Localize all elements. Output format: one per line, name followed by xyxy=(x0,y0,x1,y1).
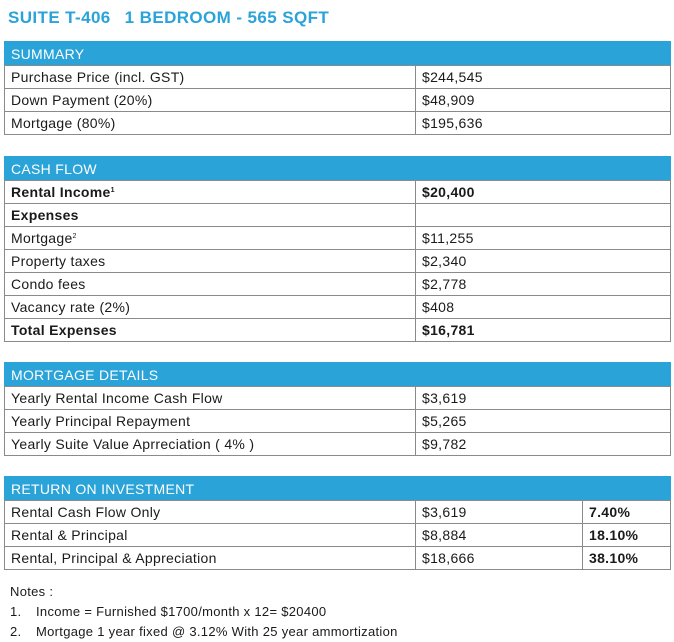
rental-income-label: Rental Income$^1$ xyxy=(5,181,416,204)
table-row xyxy=(5,66,671,89)
vacancy-rate-label: Vacancy rate (2%) xyxy=(5,296,416,319)
row-label: Mortgage (80%) xyxy=(5,112,416,135)
mortgage-value: $11,255 xyxy=(416,227,671,250)
notes-heading: Notes : xyxy=(10,584,54,599)
row-percent: 7.40% xyxy=(583,501,671,524)
table-row xyxy=(5,387,671,410)
table-row xyxy=(5,433,671,456)
mortgage-label: Mortgage$^2$ xyxy=(5,227,416,250)
condo-fees-label: Condo fees xyxy=(5,273,416,296)
note-item: 1. Income = Furnished $1700/month x 12= $20400 xyxy=(10,604,327,619)
vacancy-rate-value: $408 xyxy=(416,296,671,319)
row-label: Purchase Price (incl. GST) xyxy=(5,66,416,89)
table-row xyxy=(5,296,671,319)
table-row xyxy=(5,112,671,135)
mortgage-details-table xyxy=(4,362,671,456)
row-value: $8,884 xyxy=(416,524,583,547)
row-label: Yearly Rental Income Cash Flow xyxy=(5,387,416,410)
row-value: $5,265 xyxy=(416,410,671,433)
table-row xyxy=(5,501,671,524)
roi-header: RETURN ON INVESTMENT xyxy=(5,477,671,501)
row-value: $18,666 xyxy=(416,547,583,570)
expenses-label: Expenses xyxy=(5,204,416,227)
summary-header: SUMMARY xyxy=(5,42,671,66)
table-row xyxy=(5,181,671,204)
table-row xyxy=(5,547,671,570)
row-value: $9,782 xyxy=(416,433,671,456)
note-item: 2. Mortgage 1 year fixed @ 3.12% With 25 year ammortization xyxy=(10,624,398,639)
row-label: Rental, Principal & Appreciation xyxy=(5,547,416,570)
row-label: Down Payment (20%) xyxy=(5,89,416,112)
mortgage-details-header: MORTGAGE DETAILS xyxy=(5,363,671,387)
table-row xyxy=(5,204,671,227)
unit-description: 1 BEDROOM - 565 SQFT xyxy=(124,8,330,27)
row-value: $3,619 xyxy=(416,501,583,524)
row-value: $244,545 xyxy=(416,66,671,89)
row-value: $195,636 xyxy=(416,112,671,135)
row-label: Rental Cash Flow Only xyxy=(5,501,416,524)
table-row xyxy=(5,273,671,296)
cash-flow-table xyxy=(4,156,671,342)
property-taxes-value: $2,340 xyxy=(416,250,671,273)
row-label: Yearly Principal Repayment xyxy=(5,410,416,433)
summary-table xyxy=(4,41,671,135)
condo-fees-value: $2,778 xyxy=(416,273,671,296)
table-row xyxy=(5,89,671,112)
cash-flow-header: CASH FLOW xyxy=(5,157,671,181)
row-value: $48,909 xyxy=(416,89,671,112)
row-percent: 18.10% xyxy=(583,524,671,547)
row-value: $3,619 xyxy=(416,387,671,410)
total-expenses-value: $16,781 xyxy=(416,319,671,342)
table-row xyxy=(5,250,671,273)
notes xyxy=(10,582,398,642)
row-label: Rental & Principal xyxy=(5,524,416,547)
row-percent: 38.10% xyxy=(583,547,671,570)
total-expenses-label: Total Expenses xyxy=(5,319,416,342)
expenses-value xyxy=(416,204,671,227)
table-row xyxy=(5,524,671,547)
table-row xyxy=(5,410,671,433)
table-row xyxy=(5,319,671,342)
property-taxes-label: Property taxes xyxy=(5,250,416,273)
rental-income-value: $20,400 xyxy=(416,181,671,204)
roi-table xyxy=(4,476,671,570)
table-row xyxy=(5,227,671,250)
page-title xyxy=(8,8,329,28)
suite-number: SUITE T-406 xyxy=(8,8,111,27)
row-label: Yearly Suite Value Aprreciation ( 4% ) xyxy=(5,433,416,456)
